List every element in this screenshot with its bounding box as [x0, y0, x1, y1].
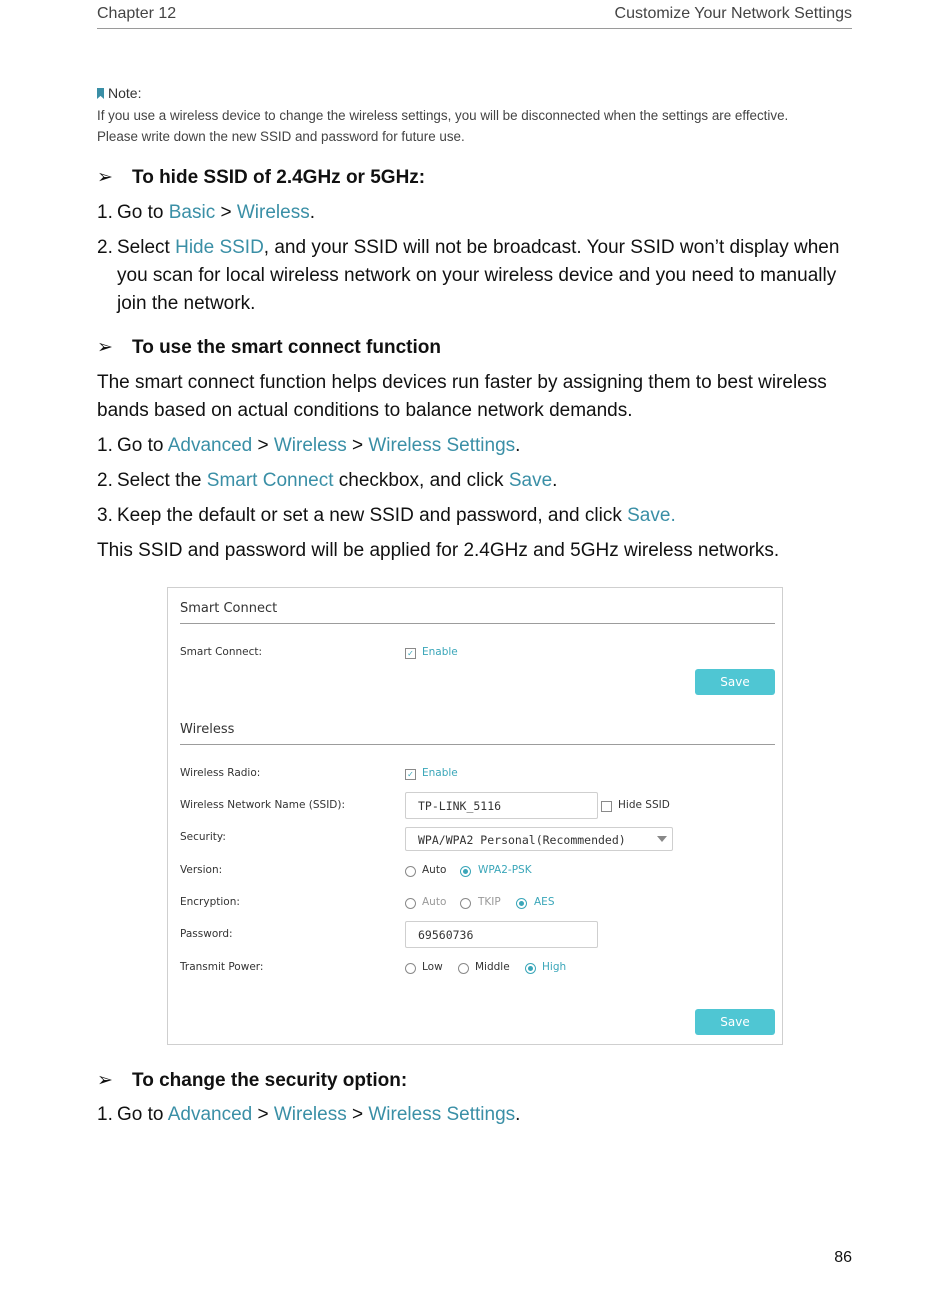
outro-text: This SSID and password will be applied for 2.4GHz and 5GHz wireless networks.	[97, 540, 780, 561]
menu-path-basic: Basic	[168, 202, 216, 223]
encryption-label: Encryption:	[180, 896, 240, 908]
menu-path-wireless-settings: Wireless Settings	[368, 435, 516, 456]
power-low-label: Low	[422, 961, 443, 973]
encryption-auto-label: Auto	[422, 896, 447, 908]
step-text: Go to	[117, 202, 169, 223]
bookmark-icon	[97, 88, 104, 99]
smart-step-1	[97, 432, 520, 460]
note-body	[97, 105, 857, 147]
chapter-title: Customize Your Network Settings	[614, 5, 852, 22]
power-middle-radio[interactable]	[458, 963, 469, 974]
version-auto-radio[interactable]	[405, 866, 416, 877]
chevron-down-icon	[657, 836, 667, 842]
hide-step-2	[97, 234, 839, 262]
heading-text: To hide SSID of 2.4GHz or 5GHz:	[132, 167, 426, 188]
version-wpa2-radio[interactable]	[460, 866, 471, 877]
option-hide-ssid: Hide SSID	[175, 237, 264, 258]
security-select-value: WPA/WPA2 Personal(Recommended)	[418, 833, 626, 847]
page-header	[97, 5, 852, 29]
step-text: Select	[117, 237, 176, 258]
path-separator: >	[346, 435, 369, 456]
wireless-radio-checkbox[interactable]: ✓	[405, 769, 416, 780]
encryption-tkip-radio[interactable]	[460, 898, 471, 909]
menu-path-advanced: Advanced	[167, 435, 253, 456]
note-line-1: If you use a wireless device to change the wireless settings, you will be disconnected when the settings are effective.	[97, 108, 789, 123]
intro-line-2: bands based on actual conditions to balance network demands.	[97, 400, 633, 421]
step-text-line-2: you scan for local wireless network on your wireless device and you need to manually	[117, 265, 837, 286]
step-number: 1.	[97, 435, 113, 456]
step-number: 1.	[97, 1104, 113, 1125]
section-divider	[180, 623, 775, 624]
step-text: Select the	[117, 470, 207, 491]
page-number: 86	[834, 1249, 852, 1266]
smart-connect-checkbox[interactable]: ✓	[405, 648, 416, 659]
wireless-section-title: Wireless	[180, 722, 235, 737]
hide-step-2-cont	[117, 262, 857, 318]
smart-connect-enable-label: Enable	[422, 646, 458, 658]
step-number: 3.	[97, 505, 113, 526]
step-text-line-3: join the network.	[117, 293, 256, 314]
smart-connect-save-button[interactable]: Save	[695, 669, 775, 695]
step-number: 1.	[97, 202, 113, 223]
password-input[interactable]: 69560736	[405, 921, 598, 948]
security-select[interactable]	[405, 827, 673, 851]
section-heading-security	[97, 1069, 407, 1092]
step-text: Go to	[117, 1104, 168, 1125]
path-separator: >	[252, 435, 274, 456]
step-text-mid: checkbox, and click	[333, 470, 509, 491]
wireless-radio-enable-label: Enable	[422, 767, 458, 779]
wireless-save-button[interactable]: Save	[695, 1009, 775, 1035]
option-save: Save	[627, 505, 671, 526]
security-label: Security:	[180, 831, 226, 843]
power-low-radio[interactable]	[405, 963, 416, 974]
section-heading-smart-connect	[97, 336, 441, 359]
step-text-end: .	[309, 202, 315, 223]
menu-path-advanced: Advanced	[167, 1104, 253, 1125]
password-label: Password:	[180, 928, 233, 940]
version-wpa2-label: WPA2-PSK	[478, 864, 532, 876]
version-auto-label: Auto	[422, 864, 447, 876]
option-save: Save	[508, 470, 553, 491]
note-title	[97, 85, 141, 101]
smart-outro	[97, 537, 779, 565]
ssid-label: Wireless Network Name (SSID):	[180, 799, 346, 811]
encryption-auto-radio[interactable]	[405, 898, 416, 909]
note-title-text: Note:	[108, 85, 142, 101]
encryption-aes-label: AES	[534, 896, 555, 908]
section-heading-hide-ssid	[97, 166, 425, 189]
arrow-bullet-icon: ➢	[97, 1070, 113, 1091]
section-divider	[180, 744, 775, 745]
option-smart-connect: Smart Connect	[206, 470, 334, 491]
step-text-end: , and your SSID will not be broadcast. Your SSID won’t display when	[263, 237, 840, 258]
step-text-end: .	[552, 470, 558, 491]
power-middle-label: Middle	[475, 961, 510, 973]
power-high-label: High	[542, 961, 567, 973]
arrow-bullet-icon: ➢	[97, 337, 113, 358]
power-high-radio[interactable]	[525, 963, 536, 974]
heading-text: To use the smart connect function	[132, 337, 441, 358]
smart-intro	[97, 369, 857, 425]
note-line-2: Please write down the new SSID and password for future use.	[97, 129, 465, 144]
smart-connect-label: Smart Connect:	[180, 646, 263, 658]
menu-path-wireless: Wireless	[273, 435, 347, 456]
heading-text: To change the security option:	[132, 1070, 408, 1091]
hide-ssid-checkbox[interactable]	[601, 801, 612, 812]
intro-line-1: The smart connect function helps devices run faster by assigning them to best wireless	[97, 372, 827, 393]
hide-step-1	[97, 199, 315, 227]
smart-step-2	[97, 467, 557, 495]
encryption-tkip-label: TKIP	[478, 896, 501, 908]
hide-ssid-label: Hide SSID	[618, 799, 670, 811]
path-separator: >	[252, 1104, 274, 1125]
smart-connect-section-title: Smart Connect	[180, 601, 278, 616]
step-text-end: .	[670, 505, 676, 526]
step-text-end: .	[515, 1104, 521, 1125]
version-label: Version:	[180, 864, 223, 876]
wireless-radio-label: Wireless Radio:	[180, 767, 261, 779]
step-text: Go to	[117, 435, 168, 456]
menu-path-wireless-settings: Wireless Settings	[368, 1104, 516, 1125]
menu-path-wireless: Wireless	[273, 1104, 347, 1125]
smart-step-3	[97, 502, 676, 530]
security-step-1	[97, 1101, 520, 1129]
path-separator: >	[346, 1104, 369, 1125]
menu-path-wireless: Wireless	[236, 202, 310, 223]
encryption-aes-radio[interactable]	[516, 898, 527, 909]
step-number: 2.	[97, 237, 113, 258]
arrow-bullet-icon: ➢	[97, 167, 113, 188]
step-number: 2.	[97, 470, 113, 491]
step-text-end: .	[515, 435, 521, 456]
chapter-label: Chapter 12	[97, 5, 177, 22]
path-separator: >	[215, 202, 237, 223]
settings-screenshot	[167, 587, 783, 1045]
ssid-input[interactable]: TP-LINK_5116	[405, 792, 598, 819]
step-text: Keep the default or set a new SSID and password, and click	[117, 505, 628, 526]
transmit-power-label: Transmit Power:	[180, 961, 264, 973]
